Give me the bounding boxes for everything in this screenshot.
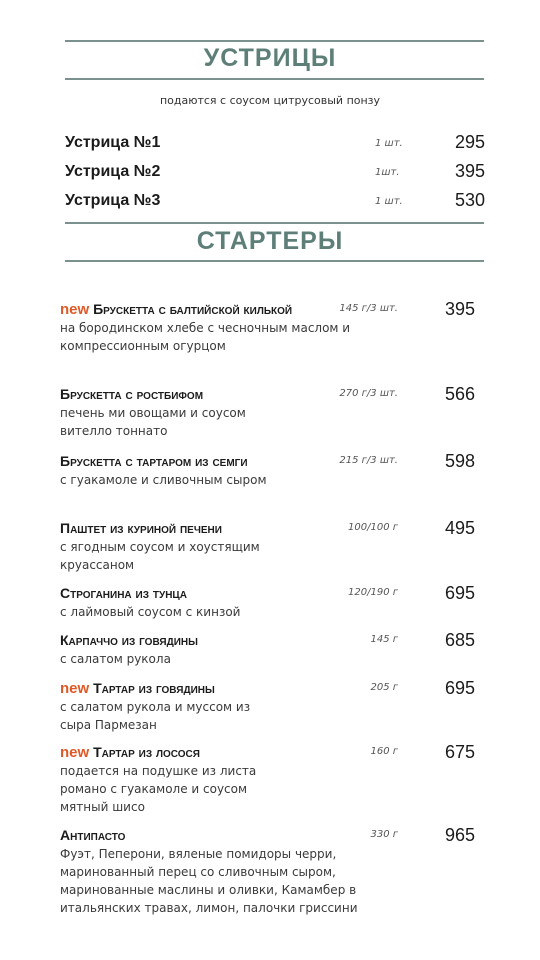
new-badge: new	[60, 301, 90, 318]
item-price: 395	[444, 299, 475, 319]
item-name: Брускетта с ростбифом	[60, 386, 204, 402]
item-description: подается на подушке из листа романо с гуакамоле и соусом мятный шисо	[60, 764, 257, 814]
item-name: Брускетта с тартаром из семги	[60, 453, 248, 469]
item-weight: 205 г	[370, 682, 398, 693]
item-qty: 1 шт.	[375, 196, 403, 207]
menu-item	[60, 743, 480, 816]
item-name: new Тартар из лосося	[60, 744, 200, 761]
item-price: 598	[444, 451, 475, 471]
item-name: Устрица №2	[65, 163, 161, 180]
menu-item	[60, 826, 480, 917]
menu-item	[60, 452, 480, 489]
item-qty: 1 шт.	[375, 138, 403, 149]
item-description: Фуэт, Пеперони, вяленые помидоры черри, маринованный перец со сливочным сыром, маринованные маслины и оливки, Камамбер в итальянских травах, лимон, палочки гриссини	[60, 847, 358, 915]
menu-item	[60, 300, 480, 355]
item-description: с салатом рукола и муссом из сыра Пармезан	[60, 700, 251, 732]
item-price: 695	[444, 678, 475, 698]
item-name: Паштет из куриной печени	[60, 520, 222, 536]
item-name: Устрица №3	[65, 192, 161, 209]
oysters-title-rule	[65, 78, 484, 80]
item-weight: 330 г	[370, 829, 398, 840]
top-rule	[65, 40, 484, 42]
item-price: 530	[454, 190, 485, 210]
item-weight: 160 г	[370, 746, 398, 757]
item-price: 395	[454, 161, 485, 181]
oyster-item	[65, 134, 485, 158]
oyster-item	[65, 163, 485, 187]
item-price: 566	[444, 384, 475, 404]
item-name: Антипасто	[60, 827, 126, 843]
item-qty: 1шт.	[375, 167, 400, 178]
item-description: с ягодным соусом и хоустящим круассаном	[60, 540, 260, 572]
item-price: 685	[444, 630, 475, 650]
item-description: с гуакамоле и сливочным сыром	[60, 473, 267, 487]
item-description: печень ми овощами и соусом вителло тоннато	[60, 406, 246, 438]
item-weight: 100/100 г	[348, 522, 398, 533]
item-weight: 120/190 г	[348, 587, 398, 598]
item-weight: 270 г/3 шт.	[339, 388, 398, 399]
item-name: Устрица №1	[65, 134, 161, 151]
section-title-oysters: УСТРИЦЫ	[203, 44, 337, 72]
item-price: 675	[444, 742, 475, 762]
item-name: Строганина из тунца	[60, 585, 187, 601]
menu-item	[60, 584, 480, 621]
menu-item	[60, 519, 480, 574]
item-description: с салатом рукола	[60, 652, 171, 666]
item-description: с лаймовый соусом с кинзой	[60, 605, 241, 619]
section-title-starters: СТАРТЕРЫ	[196, 227, 344, 255]
item-weight: 145 г	[370, 634, 398, 645]
oyster-item	[65, 192, 485, 216]
menu-item	[60, 679, 480, 734]
item-price: 495	[444, 518, 475, 538]
item-weight: 215 г/3 шт.	[339, 455, 398, 466]
oysters-subtitle: подаются с соусом цитрусовый понзу	[159, 94, 381, 107]
item-name: new Брускетта с балтийской килькой	[60, 301, 293, 318]
item-name: new Тартар из говядины	[60, 680, 215, 697]
menu-item	[60, 631, 480, 668]
starters-title-rule	[65, 260, 484, 262]
item-weight: 145 г/3 шт.	[339, 303, 398, 314]
new-badge: new	[60, 680, 90, 697]
item-price: 695	[444, 583, 475, 603]
item-description: на бородинском хлебе с чесночным маслом и компрессионным огурцом	[60, 321, 351, 353]
menu-item	[60, 385, 480, 440]
item-price: 295	[454, 132, 485, 152]
new-badge: new	[60, 744, 90, 761]
item-name: Карпаччо из говядины	[60, 632, 198, 648]
item-price: 965	[444, 825, 475, 845]
starters-top-rule	[65, 222, 484, 224]
